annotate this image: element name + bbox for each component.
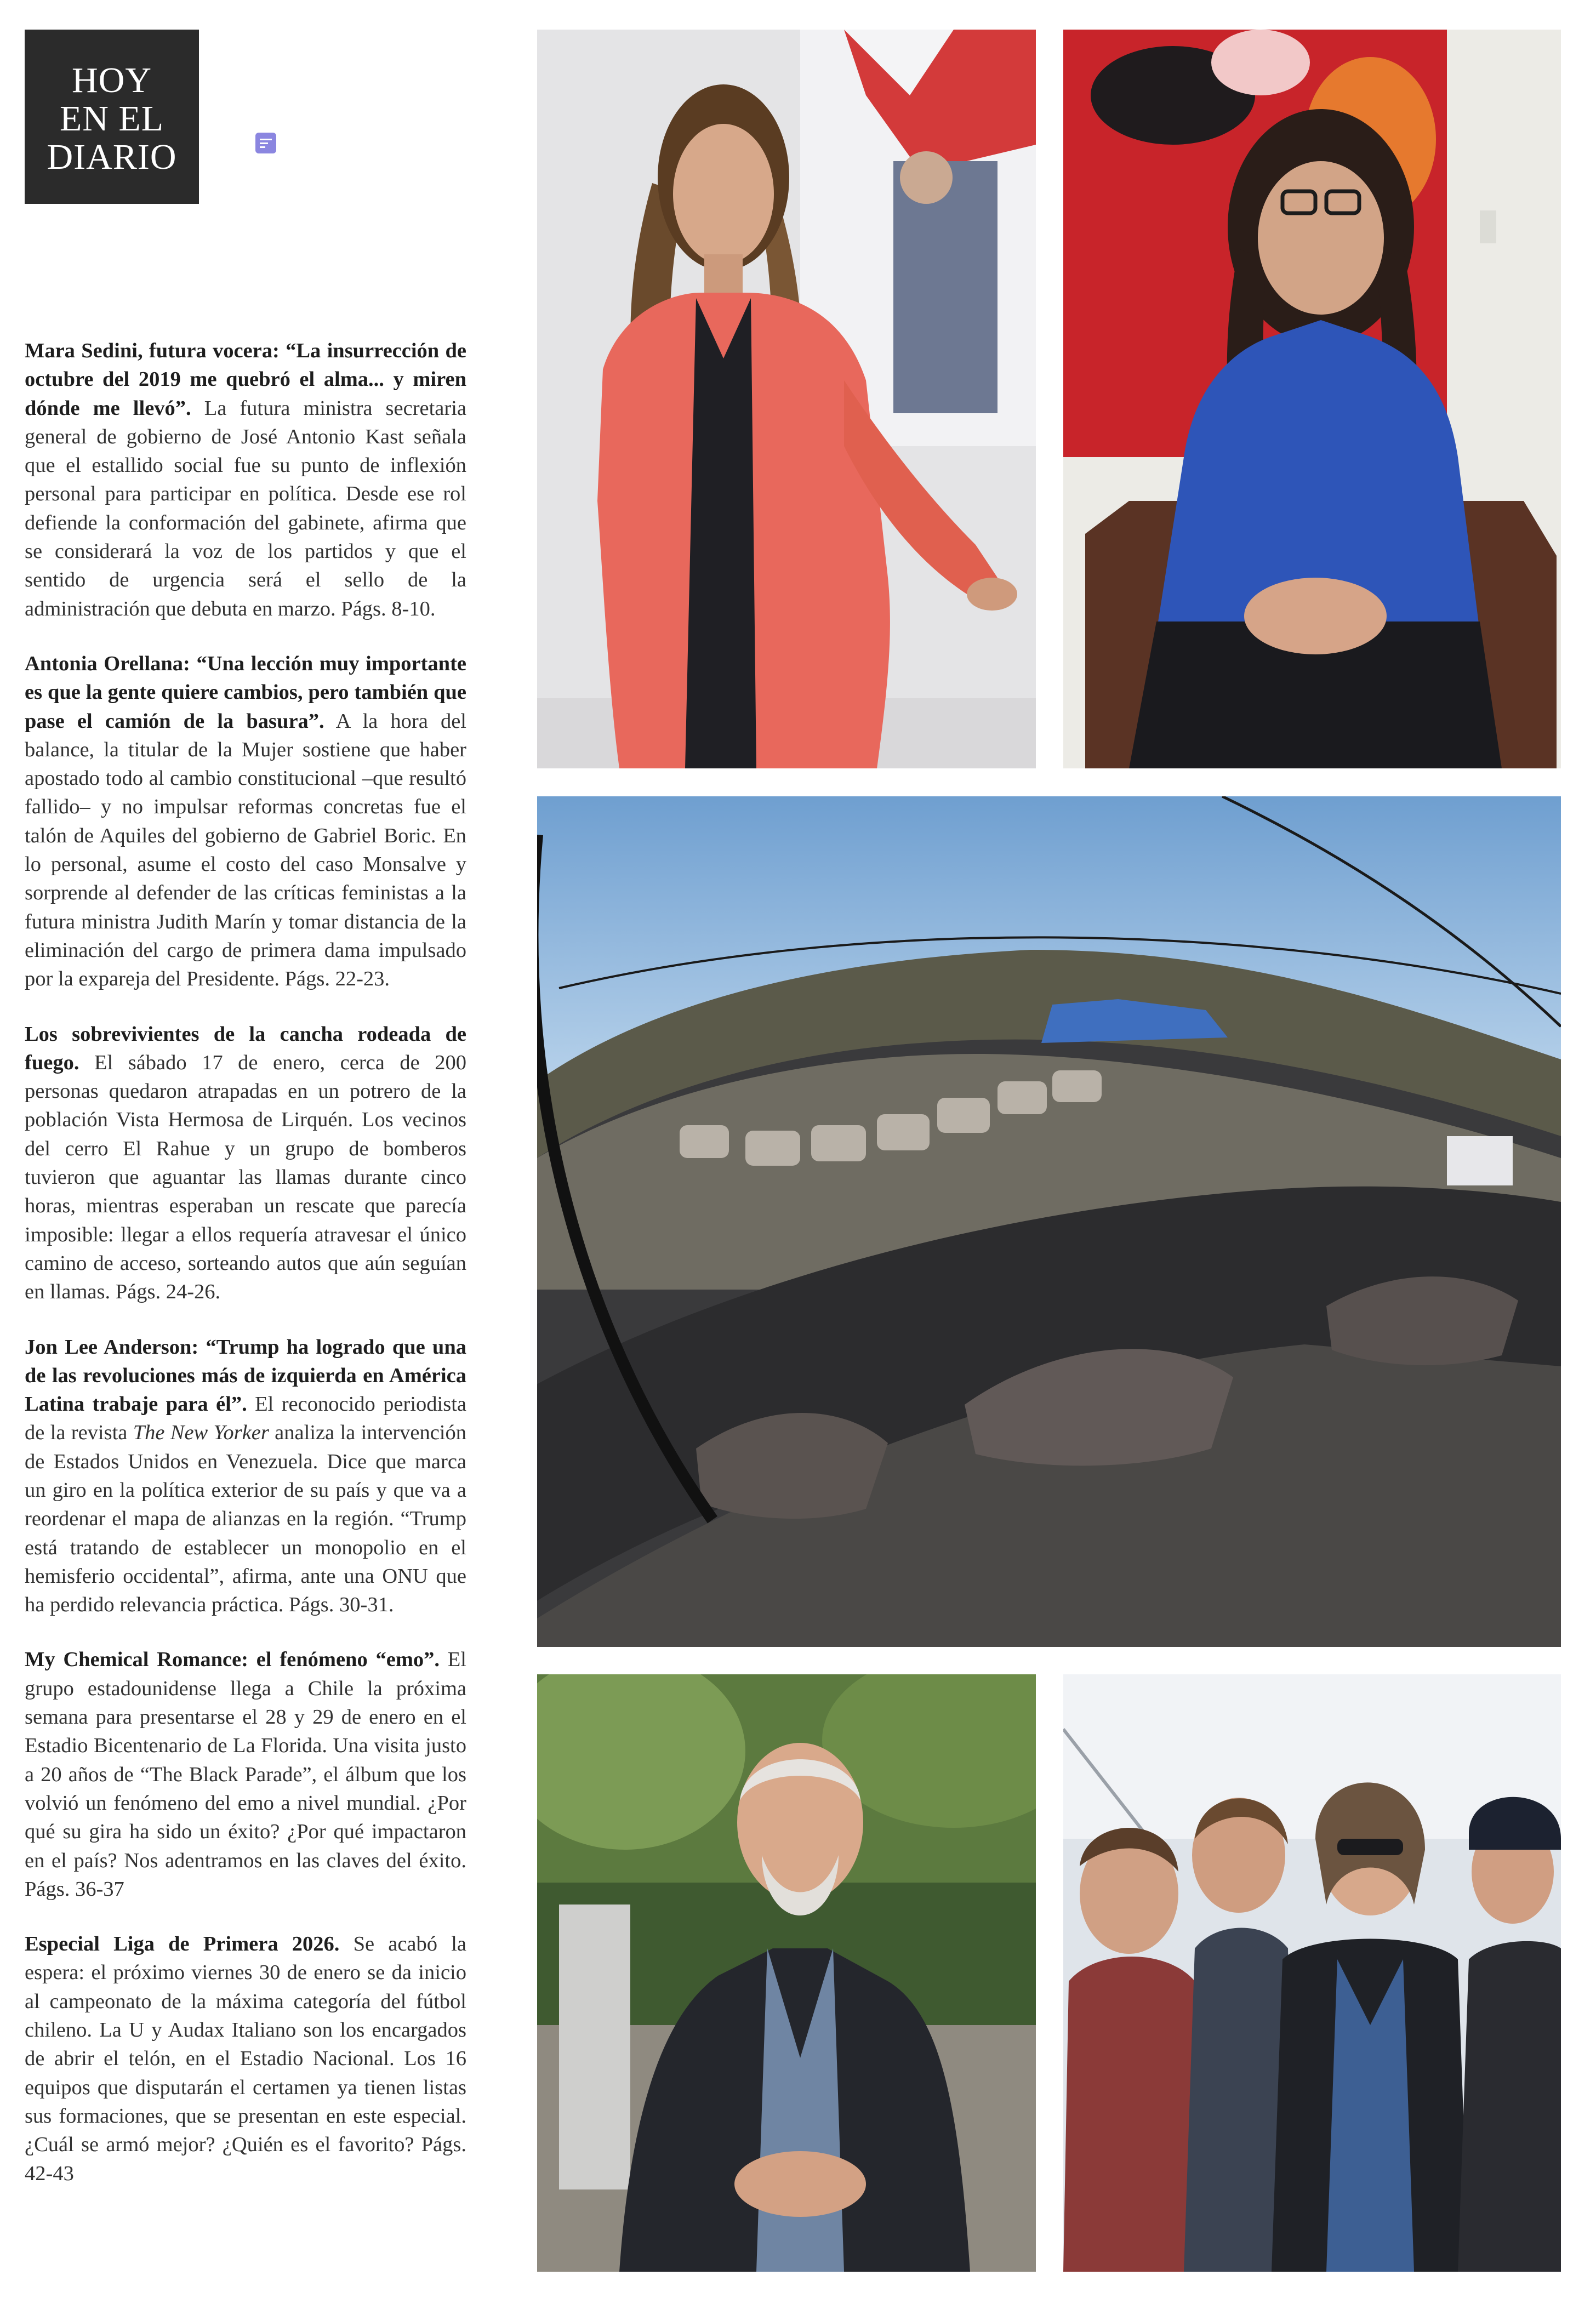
article-summaries-column	[25, 337, 466, 2214]
article-body: El reconocido periodista de la revista	[25, 1393, 466, 1445]
article-sedini	[25, 337, 466, 623]
article-my-chemical-romance	[25, 1645, 466, 1903]
magazine-name: The New Yorker	[133, 1421, 269, 1445]
photo-mara-sedini	[537, 30, 1036, 768]
photo-my-chemical-romance	[1063, 1674, 1561, 2272]
masthead-line: DIARIO	[47, 137, 177, 177]
article-headline[interactable]: Los sobrevivientes de la cancha rodeada de fuego.	[25, 1022, 466, 1074]
article-headline[interactable]: Mara Sedini, futura vocera: “La insurrección de octubre del 2019 me quebró el alma... y miren dónde me llevó”.	[25, 339, 466, 420]
article-orellana	[25, 649, 466, 994]
article-headline[interactable]: Antonia Orellana: “Una lección muy importante es que la gente quiere cambios, pero también que pase el camión de la basura”.	[25, 652, 466, 733]
article-headline[interactable]: Jon Lee Anderson: “Trump ha logrado que una de las revoluciones más de izquierda en América Latina trabaje para él”.	[25, 1335, 466, 1416]
article-body: Se acabó la espera: el próximo viernes 30 de enero se da inicio al campeonato de la máxima categoría del fútbol chileno. La U y Audax Italiano son los encargados de abrir el telón, en el Estadio Nacional. Los 16 equipos que disputarán el certamen ya tienen listas sus formaciones, que se presentan en este especial. ¿Cuál se armó mejor? ¿Quién es el favorito? Págs. 42-43	[25, 1932, 466, 2185]
article-body: analiza la intervención de Estados Unidos en Venezuela. Dice que marca un giro en la política exterior de su país y que va a reordenar el mapa de alianzas en la región. “Trump está tratando de establecer un monopolio en el hemisferio occidental”, afirma, ante una ONU que ha perdido relevancia práctica. Págs. 30-31.	[25, 1421, 466, 1617]
article-liga-de-primera	[25, 1930, 466, 2188]
masthead-line: HOY	[72, 60, 152, 100]
masthead-line: EN EL	[59, 99, 164, 139]
article-headline[interactable]: My Chemical Romance: el fenómeno “emo”.	[25, 1648, 440, 1672]
photo-antonia-orellana	[1063, 30, 1561, 768]
article-body: El grupo estadounidense llega a Chile la próxima semana para presentarse el 28 y 29 de enero en el Estadio Bicentenario de La Florida. Una visita justo a 20 años de “The Black Parade”, el álbum que los volvió un fenómeno del emo a nivel mundial. ¿Por qué su gira ha sido un éxito? ¿Por qué impactaron en el país? Nos adentramos en las claves del éxito. Págs. 36-37	[25, 1648, 466, 1901]
photo-jon-lee-anderson	[537, 1674, 1036, 2272]
masthead-hoy-en-el-diario	[25, 30, 199, 204]
article-body: El sábado 17 de enero, cerca de 200 personas quedaron atrapadas en un potrero de la población Vista Hermosa de Lirquén. Los vecinos del cerro El Rahue y un grupo de bomberos tuvieron que aguantar las llamas durante cinco horas, mientras esperaban un rescate que parecía imposible: llegar a ellos requería atravesar el único camino de acceso, sorteando autos que aún seguían en llamas. Págs. 24-26.	[25, 1051, 466, 1304]
article-lirquen-fire	[25, 1020, 466, 1307]
photo-lirquen-fire-aftermath	[537, 796, 1561, 1647]
article-headline[interactable]: Especial Liga de Primera 2026.	[25, 1932, 340, 1956]
article-body: La futura ministra secretaria general de gobierno de José Antonio Kast señala que el estallido social fue su punto de inflexión personal para participar en política. Desde ese rol defiende la conformación del gabinete, afirma que se considerará la voz de los partidos y que el sentido de urgencia será el sello de la administración que debuta en marzo. Págs. 8-10.	[25, 396, 466, 620]
note-icon[interactable]	[255, 133, 276, 153]
article-body: A la hora del balance, la titular de la Mujer sostiene que haber apostado todo al cambio constitucional –que resultó fallido– y no impulsar reformas concretas fue el talón de Aquiles del gobierno de Gabriel Boric. En lo personal, asume el costo del caso Monsalve y sorprende al defender de las críticas feministas a la futura ministra Judith Marín y tomar distancia de la eliminación del cargo de primera dama impulsado por la expareja del Presidente. Págs. 22-23.	[25, 709, 466, 991]
article-jon-lee-anderson	[25, 1333, 466, 1620]
